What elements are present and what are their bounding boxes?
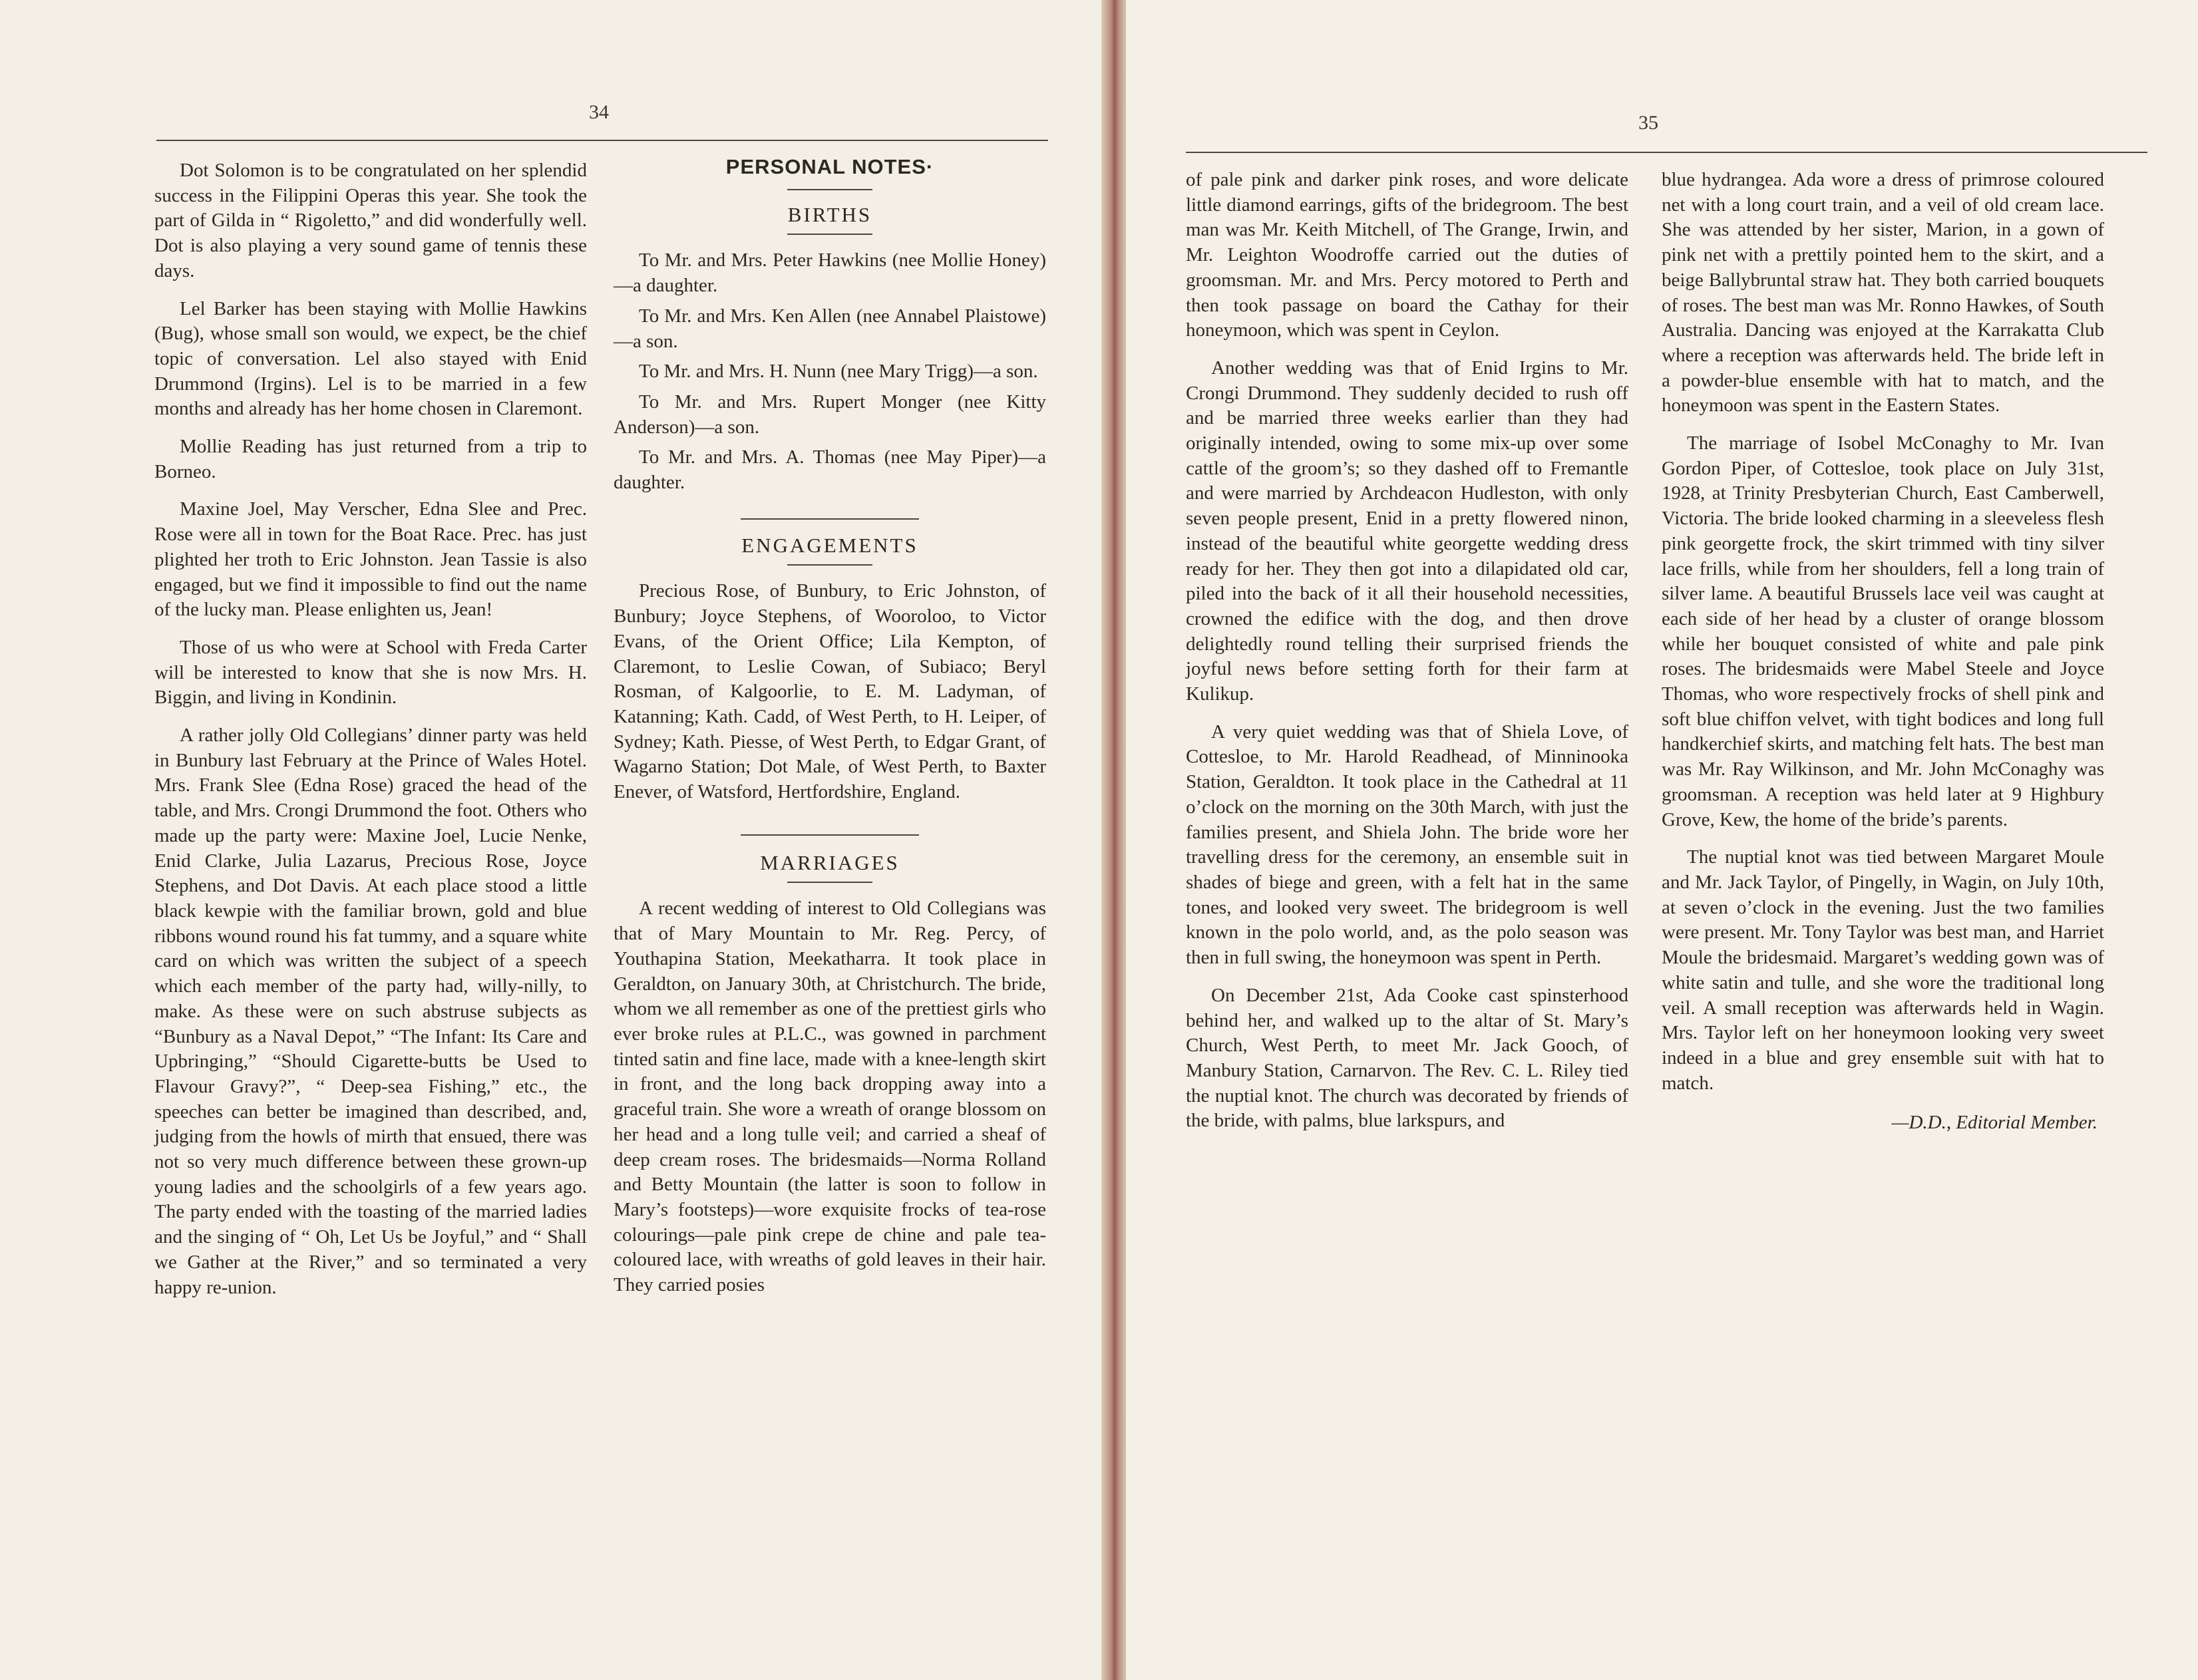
birth-entry: To Mr. and Mrs. Ken Allen (nee Annabel Plaistowe)—a son. bbox=[614, 305, 1046, 352]
divider bbox=[787, 882, 872, 883]
paragraph: Maxine Joel, May Verscher, Edna Slee and Prec. Rose were all in town for the Boat Race. Prec. has just plighted her troth to Eric Johnston. Jean Tassie is also engaged, but we find it impossible to find out the name of the lucky man. Please enlighten us, Jean! bbox=[154, 498, 587, 621]
marriages-heading: MARRIAGES bbox=[760, 850, 900, 874]
paragraph: Lel Barker has been staying with Mollie Hawkins (Bug), whose small son would, we expect, be the chief topic of conversation. Lel also stayed with Enid Drummond (Irgins). Lel is to be married in a few months and already has her home chosen in Claremont. bbox=[154, 297, 587, 420]
binding-gutter bbox=[1101, 0, 1128, 1680]
paragraph: A very quiet wedding was that of Shiela Love, of Cottesloe, to Mr. Harold Readhead, of Minninooka Station, Geraldton. It took place in the Cathedral at 11 o’clock on the morning on the 30th March, with just the families present, and Shiela John. The bride wore her travelling dress for the ceremony, an ensemble suit in shades of biege and green, with a felt hat in the same tones, and looked very sweet. The bridegroom is well known in the polo world, and, as the polo season was then in full swing, the honeymoon was spent in Perth. bbox=[1186, 721, 1628, 969]
divider bbox=[787, 234, 872, 235]
divider bbox=[741, 834, 919, 836]
birth-entry: To Mr. and Mrs. Peter Hawkins (nee Mollie Honey)—a daughter. bbox=[614, 250, 1046, 297]
divider bbox=[741, 518, 919, 520]
paragraph: The marriage of Isobel McConaghy to Mr. Ivan Gordon Piper, of Cottesloe, took place on July 31st, 1928, at Trinity Presbyterian Church, East Camberwell, Victoria. The bride looked charming in a sleeveless flesh pink georgette frock, the skirt trimmed with tiny silver lace frills, while from her shoulders, fell a long train of silver lame. A beautiful Brussels lace veil was caught at each side of her head by a cluster of orange blossom while her bouquet consisted of white and pale pink roses. The bridesmaids were Mabel Steele and Joyce Thomas, who wore respectively frocks of shell pink and soft blue chiffon velvet, with tight bodices and long full handkerchief skirts, and matching felt hats. The best man was Mr. Ray Wilkinson, and Mr. John McConaghy was groomsman. A reception was held later at 9 Highbury Grove, Kew, the home of the bride’s parents. bbox=[1662, 432, 2104, 830]
birth-entry: To Mr. and Mrs. H. Nunn (nee Mary Trigg)—a son. bbox=[639, 361, 1038, 383]
left-column-2 bbox=[614, 154, 1046, 1311]
paragraph: A rather jolly Old Collegians’ dinner party was held in Bunbury last February at the Prince of Wales Hotel. Mrs. Frank Slee (Edna Rose) graced the head of the table, and Mrs. Crongi Drummond the foot. Others who made up the party were: Maxine Joel, Lucie Nenke, Enid Clarke, Julia Lazarus, Precious Rose, Joyce Stephens, and Dot Davis. At each place stood a little black kewpie with the familiar brown, gold and blue ribbons wound round his fat tummy, and a square white card on which was written the subject of a speech which each member of the party had, willy-nilly, to make. As these were on such abstruse subjects as “Bunbury as a Naval Depot,” “The Infant: Its Care and Upbringing,” “Should Cigarette-butts be Used to Flavour Gravy?”, “ Deep-sea Fishing,” etc., the speeches can better be imagined than described, and, judging from the howls of mirth that ensued, there was not so very much difference between these grown-up young ladies and the schoolgirls of a few years ago. The party ended with the toasting of the married ladies and the singing of “ Oh, Let Us be Joyful,” and “ Shall we Gather at the River,” and so terminated a very happy re-union. bbox=[154, 725, 587, 1298]
paragraph: blue hydrangea. Ada wore a dress of primrose coloured net with a long court train, and a veil of old cream lace. She was attended by her sister, Marion, in a gown of pink net with a prettily pointed hem to the skirt, and a beige Ballybruntal straw hat. They both carried bouquets of roses. The best man was Mr. Ronno Hawkes, of South Australia. Dancing was enjoyed at the Karrakatta Club where a reception was afterwards held. The bride left in a powder-blue ensemble with hat to match, and the honeymoon was spent in the Eastern States. bbox=[1662, 169, 2104, 417]
divider bbox=[787, 189, 872, 190]
left-column-1 bbox=[154, 158, 587, 1313]
marriages-text: A recent wedding of interest to Old Collegians was that of Mary Mountain to Mr. Reg. Percy, of Youthapina Station, Meekatharra. It took place in Geraldton, on January 30th, at Christchurch. The bride, whom we all remember as one of the prettiest girls who ever broke rules at P.L.C., was gowned in parchment tinted satin and fine lace, made with a knee-length skirt in front, and the long back dropping away into a graceful train. She wore a wreath of orange blossom on her head and a long tulle veil; and carried a sheaf of deep cream roses. The bridesmaids—Norma Rolland and Betty Mountain (the latter is soon to follow in Mary’s footsteps)—wore exquisite frocks of tea-rose colourings—pale pink crepe de chine and pale tea-coloured lace, with wreaths of gold leaves in their hair. They carried posies bbox=[614, 898, 1046, 1296]
birth-entry: To Mr. and Mrs. A. Thomas (nee May Piper)—a daughter. bbox=[614, 446, 1046, 494]
page-number-right: 35 bbox=[1638, 112, 1658, 134]
page-number-left: 34 bbox=[589, 101, 609, 123]
paragraph: Those of us who were at School with Freda Carter will be interested to know that she is now Mrs. H. Biggin, and living in Kondinin. bbox=[154, 636, 587, 709]
paragraph: of pale pink and darker pink roses, and wore delicate little diamond earrings, gifts of the bridegroom. The best man was Mr. Keith Mitchell, of The Grange, Irwin, and Mr. Leighton Woodroffe carried out the duties of groomsman. Mr. and Mrs. Percy motored to Perth and then took passage on board the Cathay for their honeymoon, which was spent in Ceylon. bbox=[1186, 169, 1628, 341]
birth-entry: To Mr. and Mrs. Rupert Monger (nee Kitty Anderson)—a son. bbox=[614, 391, 1046, 438]
header-rule-right bbox=[1186, 152, 2147, 153]
paragraph: Another wedding was that of Enid Irgins to Mr. Crongi Drummond. They suddenly decided to rush off and be married three weeks earlier than they had originally intended, owing to some mix-up over some cattle of the groom’s; so they dashed off to Fremantle and were married by Archdeacon Hudleston, with only seven people present, Enid in a pretty flowered ninon, instead of the beautiful white georgette wedding dress ready for her. They then got into a dilapidated old car, piled into the back of it all their household necessities, crowned the edifice with the dog, and then drove delightedly round telling their surprised friends the joyful news before setting forth for their farm at Kulikup. bbox=[1186, 357, 1628, 705]
right-page bbox=[1126, 0, 2198, 1680]
paragraph: Dot Solomon is to be congratulated on her splendid success in the Filippini Operas this year. She took the part of Gilda in “ Rigoletto,” and did wonderfully well. Dot is also playing a very sound game of tennis these days. bbox=[154, 160, 587, 281]
births-heading: BIRTHS bbox=[787, 202, 872, 226]
divider bbox=[787, 564, 872, 566]
right-column-2 bbox=[1662, 168, 2104, 1136]
personal-notes-heading: PERSONAL NOTES· bbox=[725, 155, 934, 178]
paragraph: Mollie Reading has just returned from a trip to Borneo. bbox=[154, 436, 587, 482]
paragraph: On December 21st, Ada Cooke cast spinsterhood behind her, and walked up to the altar of St. Mary’s Church, West Perth, to meet Mr. Jack Gooch, of Manbury Station, Carnarvon. The Rev. C. L. Riley tied the nuptial knot. The church was decorated by friends of the bride, with palms, blue larkspurs, and bbox=[1186, 984, 1628, 1132]
engagements-heading: ENGAGEMENTS bbox=[741, 533, 918, 557]
header-rule-left bbox=[156, 140, 1048, 141]
engagements-text: Precious Rose, of Bunbury, to Eric Johnston, of Bunbury; Joyce Stephens, of Wooroloo, to Victor Evans, of the Orient Office; Lila Kempton, of Claremont, to Leslie Cowan, of Subiaco; Beryl Rosman, of Kalgoorlie, to E. M. Ladyman, of Katanning; Kath. Cadd, of West Perth, to H. Leiper, of Sydney; Kath. Piesse, of West Perth, to Edgar Grant, of Wagarno Station; Dot Male, of West Perth, to Baxter Enever, of Watsford, Hertfordshire, England. bbox=[614, 580, 1046, 803]
paragraph: The nuptial knot was tied between Margaret Moule and Mr. Jack Taylor, of Pingelly, in Wagin, on July 10th, at seven o’clock in the evening. Just the two families were present. Mr. Tony Taylor was best man, and Harriet Moule the bridesmaid. Margaret’s wedding gown was of white satin and tulle, and she wore the traditional long veil. A small reception was afterwards held in Wagin. Mrs. Taylor left on her honeymoon looking very sweet indeed in a blue and grey ensemble suit with hat to match. bbox=[1662, 846, 2104, 1094]
editorial-signature: —D.D., Editorial Member. bbox=[1891, 1112, 2098, 1134]
right-column-1 bbox=[1186, 168, 1628, 1146]
